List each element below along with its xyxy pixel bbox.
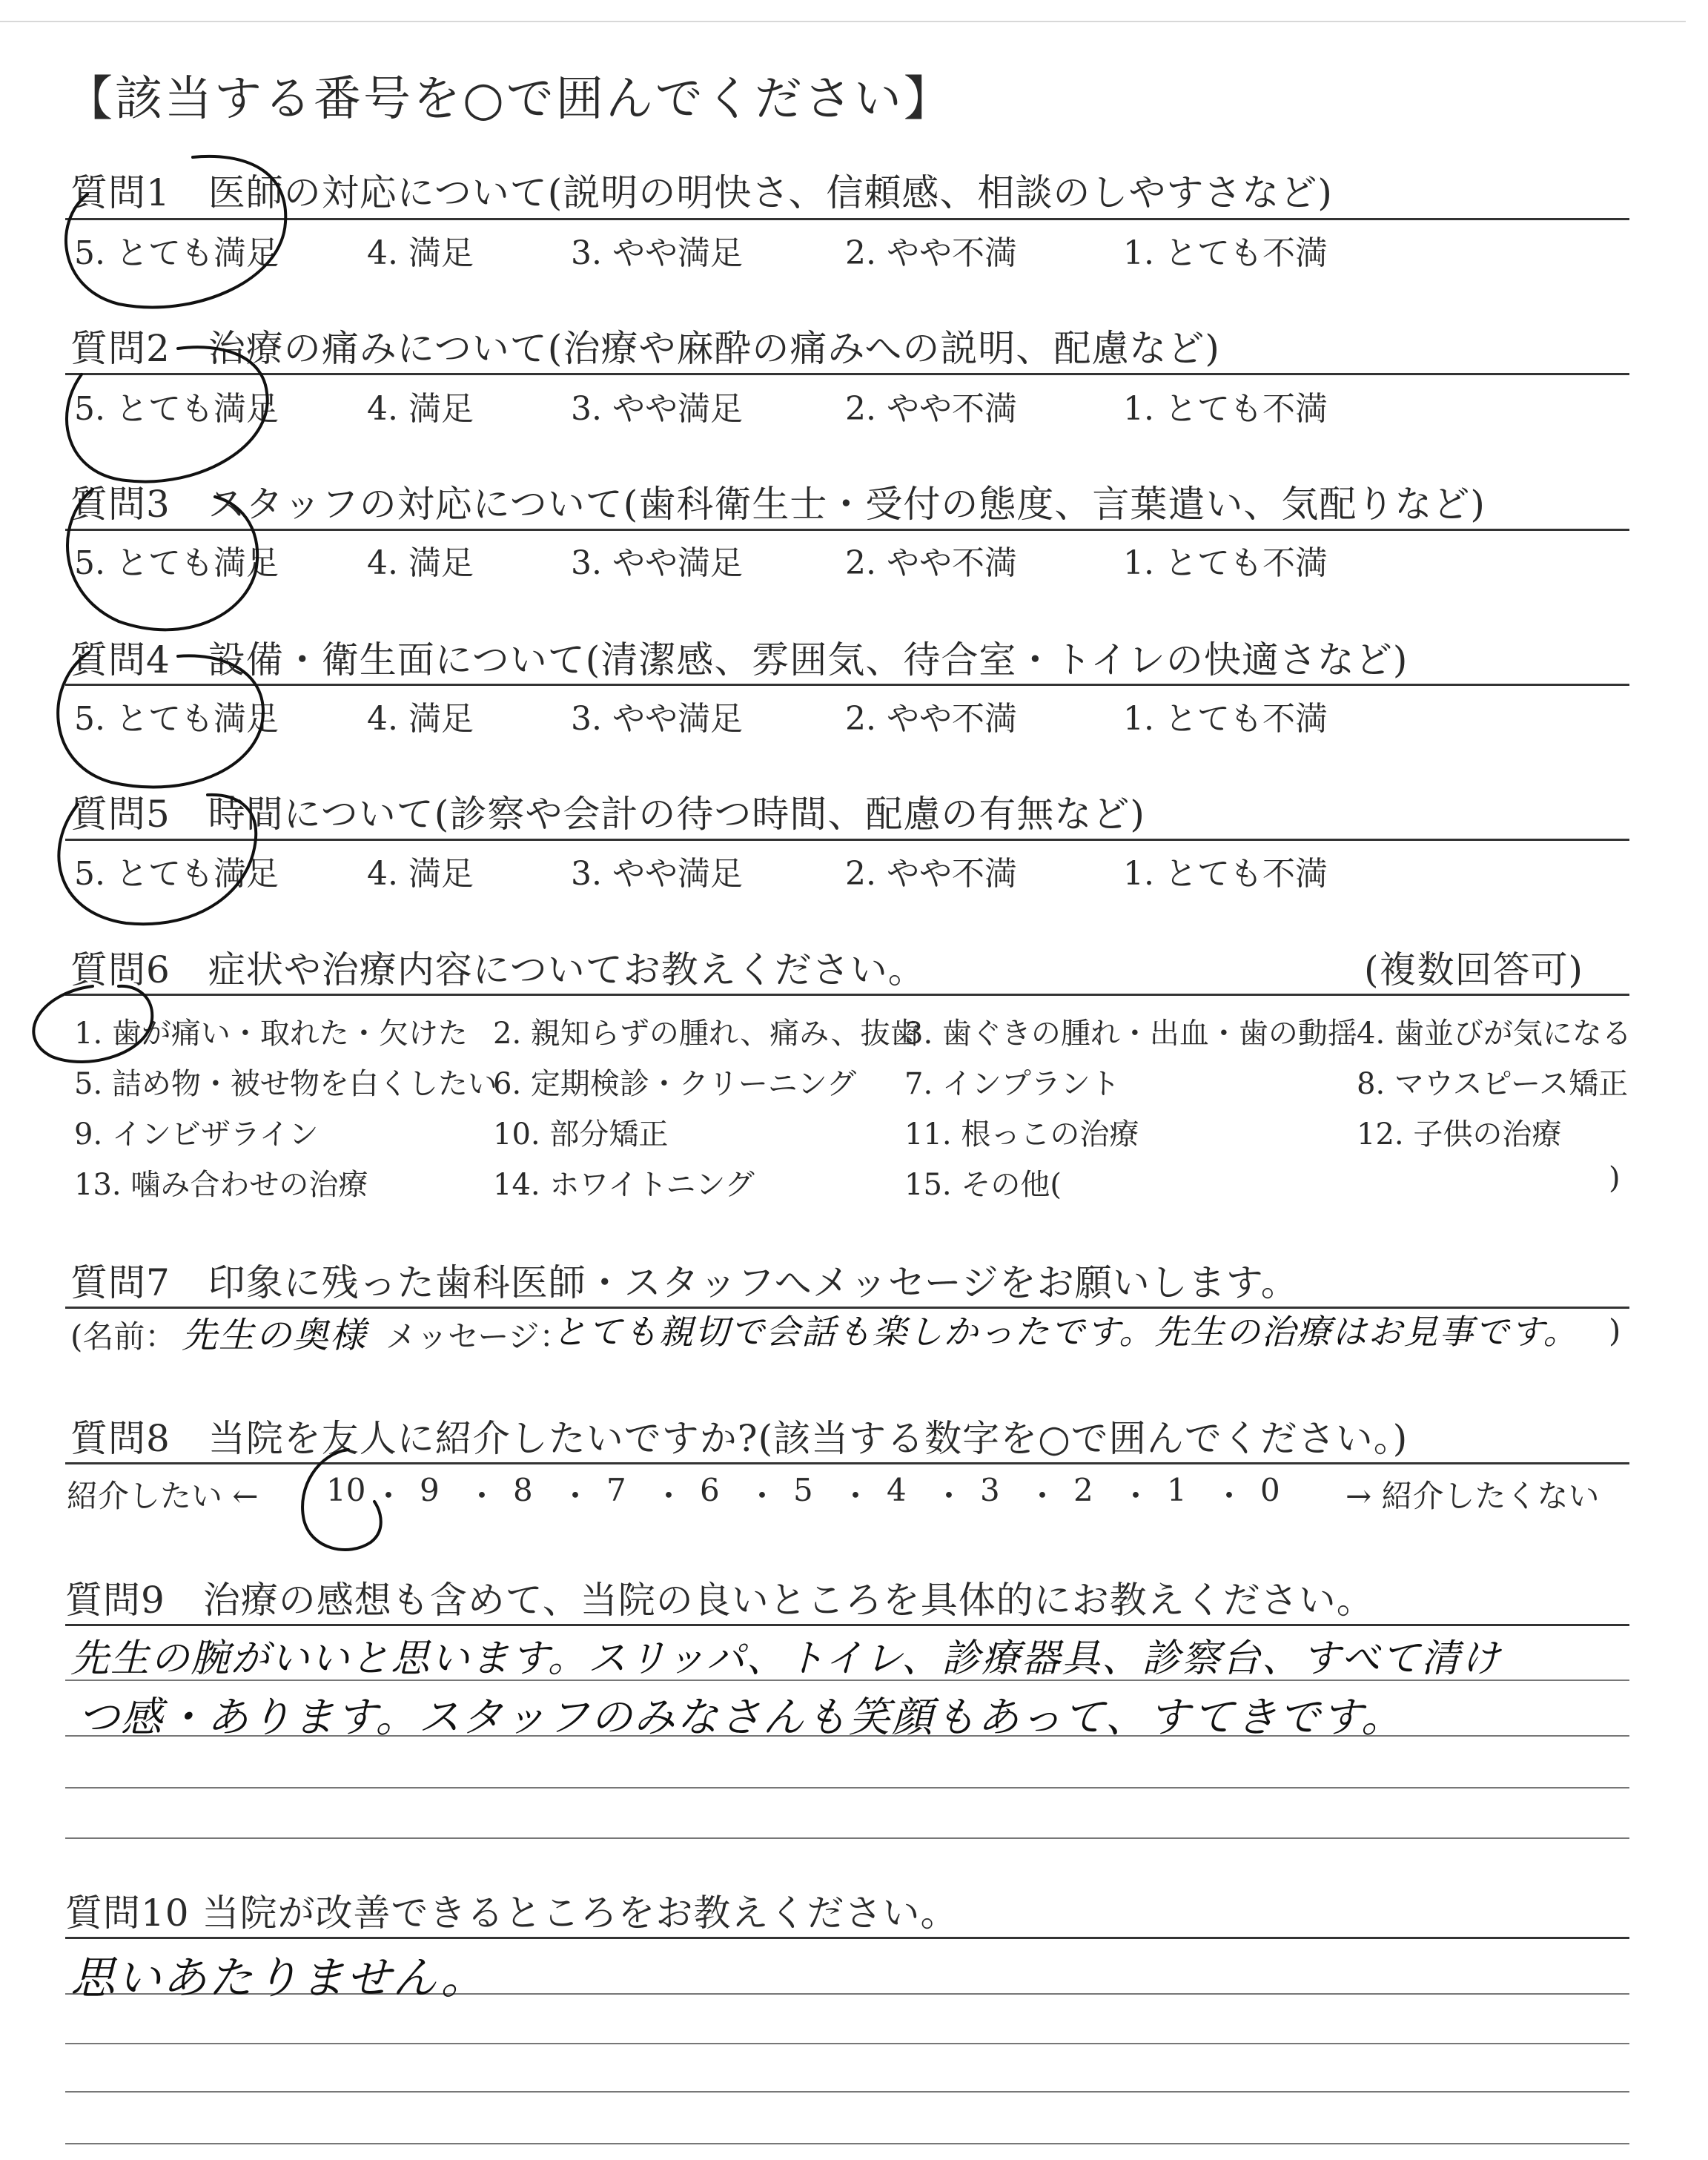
question-2-rule <box>65 373 1629 375</box>
q10-line-4 <box>65 2143 1629 2144</box>
q6-option-11[interactable]: 11. 根っこの治療 <box>904 1117 1139 1152</box>
q3-option-2[interactable]: 2. やや不満 <box>845 544 1017 582</box>
question-3-rule <box>65 529 1629 531</box>
q7-name-value[interactable]: 先生の奥様 <box>182 1315 368 1356</box>
q8-scale-value-1[interactable]: 1 <box>1167 1472 1187 1508</box>
q10-answer-line-1[interactable]: 思いあたりません。 <box>70 1952 487 2004</box>
q2-option-4[interactable]: 4. 満足 <box>367 390 474 428</box>
q5-option-3[interactable]: 3. やや満足 <box>571 855 743 893</box>
q8-right-label: → 紹介したくない <box>1345 1478 1600 1514</box>
q6-option-4[interactable]: 4. 歯並びが気になる <box>1357 1017 1632 1051</box>
q10-line-3 <box>65 2091 1629 2093</box>
question-4-title: 質問4 設備・衛生面について(清潔感、雰囲気、待合室・トイレの快適さなど) <box>70 638 1409 681</box>
question-6-note: (複数回答可) <box>1364 948 1584 991</box>
q7-close: ) <box>1609 1312 1621 1349</box>
q2-option-1[interactable]: 1. とても不満 <box>1123 390 1328 428</box>
q8-scale-value-0[interactable]: 0 <box>1260 1472 1280 1508</box>
q8-scale-value-5[interactable]: 5 <box>793 1472 813 1508</box>
q6-option-8[interactable]: 8. マウスピース矯正 <box>1357 1067 1629 1101</box>
q5-option-2[interactable]: 2. やや不満 <box>845 855 1017 893</box>
q1-option-4[interactable]: 4. 満足 <box>367 234 474 272</box>
q9-line-3 <box>65 1787 1629 1789</box>
question-8-rule <box>65 1462 1629 1464</box>
q1-option-5[interactable]: 5. とても満足 <box>74 234 279 272</box>
q6-option-14[interactable]: 14. ホワイトニング <box>493 1168 755 1202</box>
q8-scale-separator: ・ <box>560 1478 592 1514</box>
form-heading: 【該当する番号を○で囲んでください】 <box>65 72 953 127</box>
q6-option-9[interactable]: 9. インビザライン <box>74 1117 319 1152</box>
q4-option-4[interactable]: 4. 満足 <box>367 700 474 738</box>
q1-option-1[interactable]: 1. とても不満 <box>1123 234 1328 272</box>
q8-scale-value-8[interactable]: 8 <box>513 1472 533 1508</box>
q6-option-6[interactable]: 6. 定期検診・クリーニング <box>493 1067 857 1101</box>
q5-option-4[interactable]: 4. 満足 <box>367 855 474 893</box>
q8-scale-separator: ・ <box>1027 1478 1059 1514</box>
q9-line-4 <box>65 1837 1629 1839</box>
q8-scale-separator: ・ <box>1120 1478 1152 1514</box>
q9-answer-line-1[interactable]: 先生の腕がいいと思います。スリッパ、トイレ、診療器具、診察台、すべて清け <box>70 1636 1501 1681</box>
q8-scale-value-2[interactable]: 2 <box>1073 1472 1093 1508</box>
q6-option-15-close: ) <box>1609 1161 1621 1195</box>
q2-option-3[interactable]: 3. やや満足 <box>571 390 743 428</box>
q4-option-5[interactable]: 5. とても満足 <box>74 700 279 738</box>
q6-option-12[interactable]: 12. 子供の治療 <box>1357 1117 1562 1152</box>
q7-message-label: メッセージ： <box>385 1318 571 1355</box>
q2-option-2[interactable]: 2. やや不満 <box>845 390 1017 428</box>
question-1-rule <box>65 218 1629 220</box>
q8-scale-value-3[interactable]: 3 <box>980 1472 1000 1508</box>
q4-option-2[interactable]: 2. やや不満 <box>845 700 1017 738</box>
question-10-rule <box>65 1937 1629 1939</box>
q7-name-label: (名前： <box>70 1318 176 1355</box>
q8-scale-value-6[interactable]: 6 <box>700 1472 720 1508</box>
q1-option-3[interactable]: 3. やや満足 <box>571 234 743 272</box>
q8-scale-separator: ・ <box>653 1478 685 1514</box>
q6-option-13[interactable]: 13. 噛み合わせの治療 <box>74 1168 368 1202</box>
q9-answer-line-2[interactable]: つ感・あります。スタッフのみなさんも笑顔もあって、すてきです。 <box>78 1694 1405 1742</box>
q3-option-3[interactable]: 3. やや満足 <box>571 544 743 582</box>
top-scan-edge <box>0 21 1686 22</box>
question-1-title: 質問1 医師の対応について(説明の明快さ、信頼感、相談のしやすさなど) <box>70 171 1333 214</box>
q8-scale-value-7[interactable]: 7 <box>606 1472 626 1508</box>
q3-option-4[interactable]: 4. 満足 <box>367 544 474 582</box>
q6-option-5[interactable]: 5. 詰め物・被せ物を白くしたい <box>74 1067 497 1101</box>
question-8-title: 質問8 当院を友人に紹介したいですか?(該当する数字を○で囲んでください。) <box>70 1417 1409 1460</box>
q4-option-1[interactable]: 1. とても不満 <box>1123 700 1328 738</box>
q8-scale-separator: ・ <box>933 1478 965 1514</box>
question-9-title: 質問9 治療の感想も含めて、当院の良いところを具体的にお教えください。 <box>65 1579 1374 1622</box>
q8-scale-separator: ・ <box>466 1478 498 1514</box>
q3-option-1[interactable]: 1. とても不満 <box>1123 544 1328 582</box>
q6-option-2[interactable]: 2. 親知らずの腫れ、痛み、抜歯 <box>493 1017 920 1051</box>
q3-option-5[interactable]: 5. とても満足 <box>74 544 279 582</box>
q10-line-2 <box>65 2043 1629 2044</box>
q8-scale-separator: ・ <box>373 1478 405 1514</box>
q7-message-value[interactable]: とても親切で会話も楽しかったです。先生の治療はお見事です。 <box>552 1312 1579 1352</box>
q6-option-3[interactable]: 3. 歯ぐきの腫れ・出血・歯の動揺 <box>904 1017 1357 1051</box>
q8-scale-separator: ・ <box>747 1478 778 1514</box>
question-5-rule <box>65 839 1629 841</box>
q2-option-5[interactable]: 5. とても満足 <box>74 390 279 428</box>
q6-option-10[interactable]: 10. 部分矯正 <box>493 1117 669 1152</box>
question-5-title: 質問5 時間について(診察や会計の待つ時間、配慮の有無など) <box>70 793 1145 836</box>
question-2-title: 質問2 治療の痛みについて(治療や麻酔の痛みへの説明、配慮など) <box>70 327 1220 370</box>
question-6-rule <box>65 994 1629 996</box>
question-9-rule <box>65 1624 1629 1626</box>
q8-scale-separator: ・ <box>1214 1478 1245 1514</box>
question-4-rule <box>65 684 1629 686</box>
q8-left-label: 紹介したい ← <box>67 1478 259 1514</box>
question-3-title: 質問3 スタッフの対応について(歯科衛生士・受付の態度、言葉遣い、気配りなど) <box>70 483 1486 526</box>
q8-scale-value-10[interactable]: 10 <box>326 1472 366 1508</box>
q1-option-2[interactable]: 2. やや不満 <box>845 234 1017 272</box>
question-7-title: 質問7 印象に残った歯科医師・スタッフへメッセージをお願いします。 <box>70 1261 1299 1304</box>
q8-scale-separator: ・ <box>840 1478 872 1514</box>
q4-option-3[interactable]: 3. やや満足 <box>571 700 743 738</box>
q6-option-7[interactable]: 7. インプラント <box>904 1067 1120 1101</box>
q6-option-15[interactable]: 15. その他( <box>904 1168 1062 1202</box>
question-6-title: 質問6 症状や治療内容についてお教えください。 <box>70 948 926 991</box>
q8-scale-value-4[interactable]: 4 <box>887 1472 907 1508</box>
q6-option-1[interactable]: 1. 歯が痛い・取れた・欠けた <box>74 1017 468 1051</box>
q8-scale-value-9[interactable]: 9 <box>420 1472 440 1508</box>
q5-option-1[interactable]: 1. とても不満 <box>1123 855 1328 893</box>
q5-option-5[interactable]: 5. とても満足 <box>74 855 279 893</box>
question-10-title: 質問10 当院が改善できるところをお教えください。 <box>65 1892 959 1935</box>
